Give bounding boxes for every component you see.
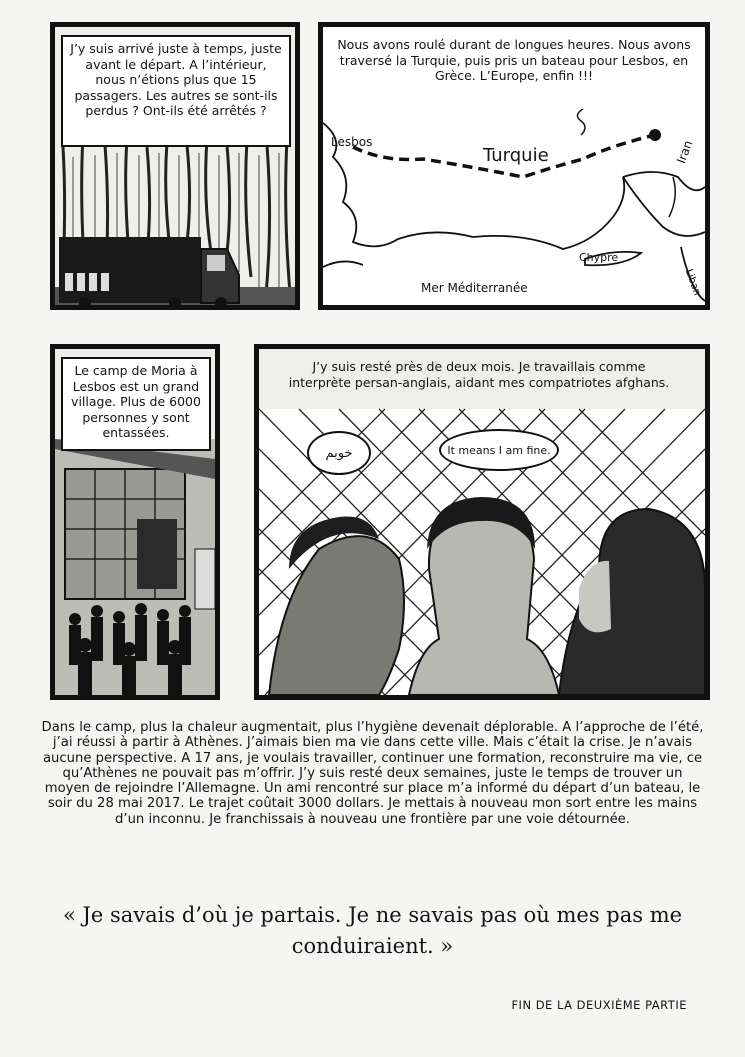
map-label-mer: Mer Méditerranée — [421, 281, 528, 295]
truck-body — [59, 237, 201, 303]
map-label-chypre: Chypre — [579, 251, 619, 264]
closing-quote: « Je savais d’où je partais. Je ne savais pas où mes pas me conduiraient. » — [62, 903, 683, 958]
panel-camp — [50, 344, 220, 700]
panel-map — [318, 22, 710, 310]
panel4-caption: J’y suis resté près de deux mois. Je travaillais comme interprète persan-anglais, aidant mes compatriotes afghans. — [288, 359, 670, 390]
panel-interpreter — [254, 344, 710, 700]
map-label-lesbos: Lesbos — [331, 135, 373, 149]
panel-forest-truck — [50, 22, 300, 310]
origin-dot — [649, 129, 661, 141]
map-label-iran: Iran — [674, 138, 696, 166]
map-label-turquie: Turquie — [483, 145, 549, 166]
speech-bubble-dari: خوبم — [307, 431, 371, 475]
speech-bubble-english: It means I am fine. — [439, 429, 559, 471]
narration-text: Dans le camp, plus la chaleur augmentait, plus l’hygiène devenait déplorable. A l’approche de l’été, j’ai réussi à partir à Athènes. J’aimais bien ma vie dans cette ville. Mais c’était la crise. Je n’avais aucune perspective. A 17 ans, je voulais travailler, continuer une formation, reconstruire ma vie, ce qu’Athènes ne pouvait pas m’offrir. J’y suis resté deux semaines, juste le temps de trouver un moyen de rejoindre l’Allemagne. Un ami rencontré sur place m’a informé du départ d’un bateau, le soir du 28 mai 2017. Le trajet coûtait 3000 dollars. Je mettais à nouveau mon sort entre les mains d’un inconnu. Je franchissais à nouveau une frontière par une voie détournée. — [41, 720, 704, 827]
panel2-caption: Nous avons roulé durant de longues heures. Nous avons traversé la Turquie, puis pris un bateau pour Lesbos, en Grèce. L’Europe, enfin !!! — [329, 33, 699, 109]
panel1-caption: J’y suis arrivé juste à temps, juste avant le départ. A l’intérieur, nous n’étions plus que 15 passagers. Les autres se sont-ils perdus ? Ont-ils été arrêtés ? — [61, 35, 291, 147]
map-label-liban: Liban — [682, 267, 703, 298]
end-of-part-label: FIN DE LA DEUXIÈME PARTIE — [511, 998, 687, 1012]
panel3-caption: Le camp de Moria à Lesbos est un grand village. Plus de 6000 personnes y sont entassées. — [61, 357, 211, 451]
